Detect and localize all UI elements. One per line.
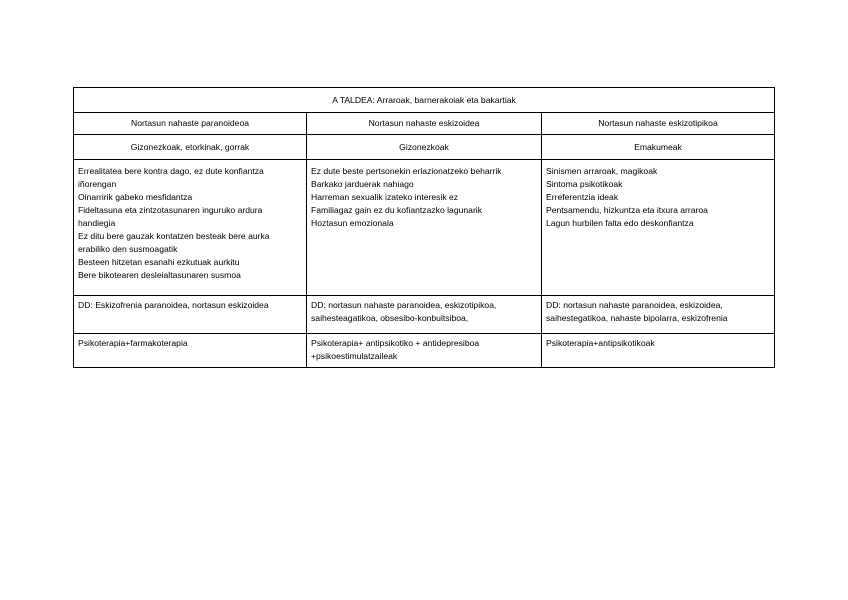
traits-paranoid: [74, 160, 307, 296]
trait-line: Erreferentzia ideak: [546, 192, 619, 202]
dd-schizotypal: DD: nortasun nahaste paranoidea, eskizoidea, saihestegatikoa, nahaste bipolarra, eskizofrenia: [542, 296, 775, 334]
trait-line: iñorengan: [78, 179, 117, 189]
trait-line: Besteen hitzetan esanahi ezkutuak aurkitu: [78, 257, 240, 267]
trait-line: handiegia: [78, 218, 116, 228]
trait-line: Sinismen arraroak, magikoak: [546, 166, 658, 176]
trait-line: Fideltasuna eta zintzotasunaren inguruko ardura: [78, 205, 263, 215]
traits-schizotypal: [542, 160, 775, 296]
header-schizoid: Nortasun nahaste eskizoidea: [307, 113, 542, 135]
trait-line: Errealitatea bere kontra dago, ez dute konfiantza: [78, 166, 264, 176]
therapy-schizotypal: Psikoterapia+antipsikotikoak: [542, 334, 775, 368]
trait-line: Sintoma psikotikoak: [546, 179, 623, 189]
table-title-row: [74, 88, 775, 113]
gender-paranoid: Gizonezkoak, etorkinak, gorrak: [74, 135, 307, 160]
gender-schizoid: Gizonezkoak: [307, 135, 542, 160]
therapy-paranoid: Psikoterapia+farmakoterapia: [74, 334, 307, 368]
trait-line: Ez ditu bere gauzak kontatzen besteak bere aurka: [78, 231, 270, 241]
trait-line: Pentsamendu, hizkuntza eta itxura arraroa: [546, 205, 708, 215]
trait-line: Ez dute beste pertsonekin erlazionatzeko beharrik: [311, 166, 502, 176]
header-paranoid: Nortasun nahaste paranoideoa: [74, 113, 307, 135]
trait-line: Oinarririk gabeko mesfidantza: [78, 192, 193, 202]
trait-line: Lagun hurbilen falta edo deskonfiantza: [546, 218, 694, 228]
header-schizotypal: Nortasun nahaste eskizotipikoa: [542, 113, 775, 135]
traits-schizoid: [307, 160, 542, 296]
differential-diagnosis-row: [74, 296, 775, 334]
table-title: A TALDEA: Arraroak, barnerakoiak eta bakartiak: [74, 88, 775, 113]
gender-row: [74, 135, 775, 160]
dd-schizoid: DD: nortasun nahaste paranoidea, eskizotipikoa, saihesteagatikoa, obsesibo-konbultsiboa,: [307, 296, 542, 334]
disorder-header-row: [74, 113, 775, 135]
personality-disorders-table: [73, 87, 775, 368]
dd-paranoid: DD: Eskizofrenia paranoidea, nortasun eskizoidea: [74, 296, 307, 334]
traits-row: [74, 160, 775, 296]
trait-line: erabiliko den susmoagatik: [78, 244, 178, 254]
trait-line: Hoztasun emozionala: [311, 218, 394, 228]
trait-line: Barkako jarduerak nahiago: [311, 179, 414, 189]
therapy-schizoid: Psikoterapia+ antipsikotiko + antidepresiboa +psikoestimulatzaileak: [307, 334, 542, 368]
trait-line: Bere bikotearen desleialtasunaren susmoa: [78, 270, 241, 280]
trait-line: Harreman sexualik izateko interesik ez: [311, 192, 459, 202]
gender-schizotypal: Emakumeak: [542, 135, 775, 160]
trait-line: Familiagaz gain ez du kofiantzazko lagunarik: [311, 205, 483, 215]
therapy-row: [74, 334, 775, 368]
